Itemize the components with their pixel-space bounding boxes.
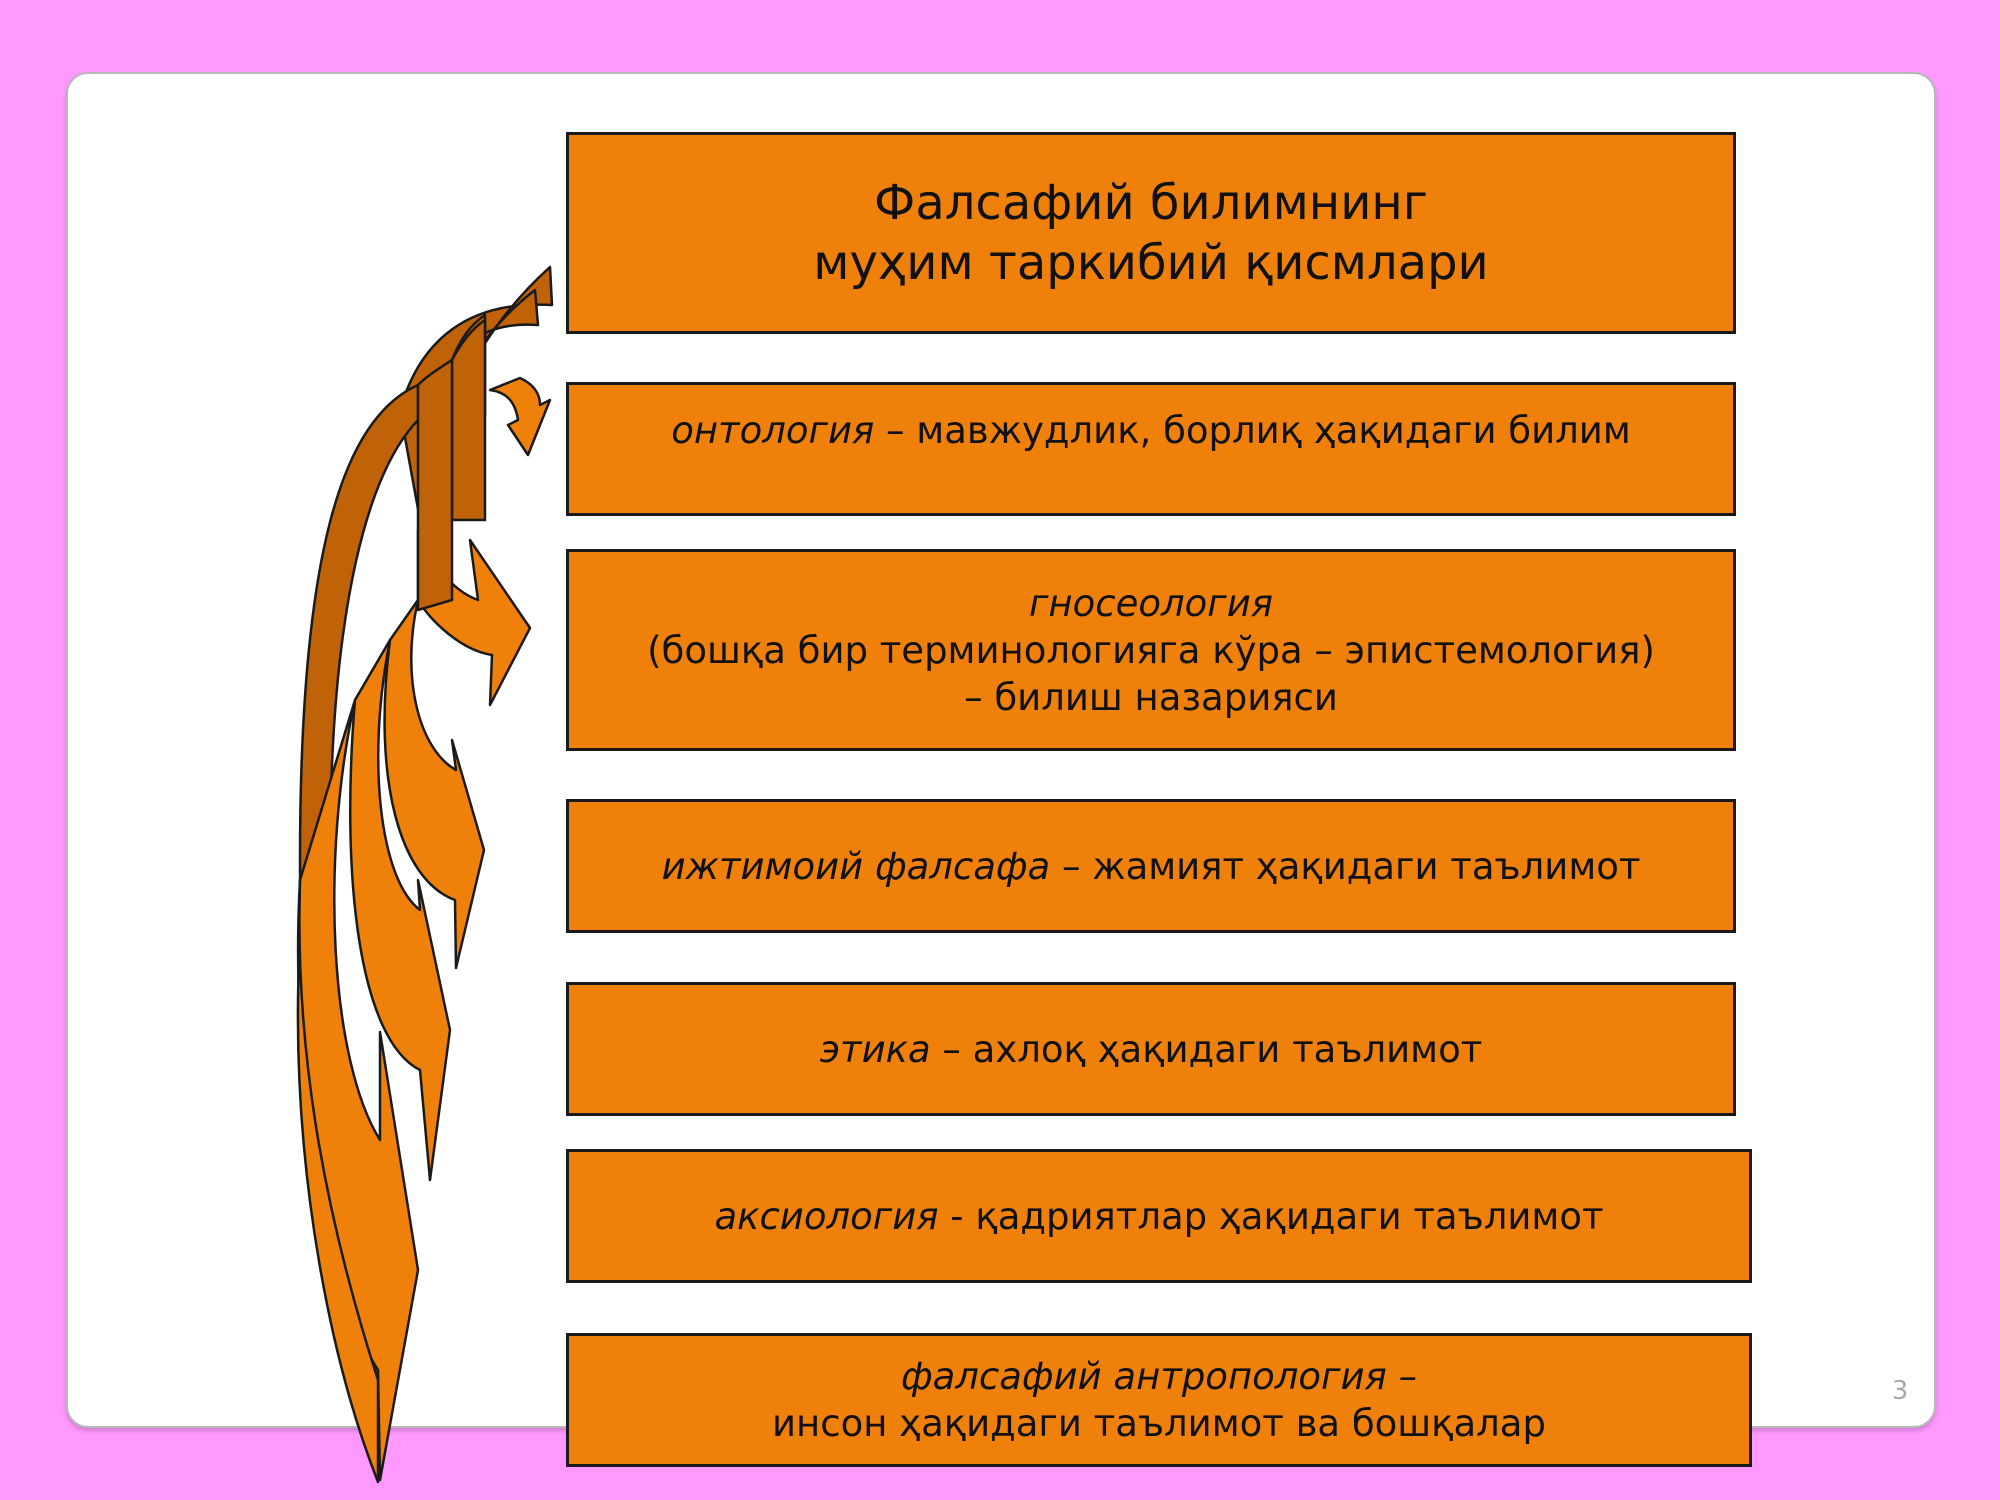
ethics-description: – ахлоқ ҳақидаги таълимот — [930, 1027, 1483, 1071]
arrow-ribbon-front-2 — [418, 360, 452, 610]
ethics-box — [566, 982, 1736, 1116]
arrow-to-ontology — [490, 378, 550, 455]
gnoseology-term: гносеология — [1028, 581, 1274, 625]
social-philosophy-box — [566, 799, 1736, 933]
gnoseology-box — [566, 549, 1736, 751]
title-line-2: муҳим таркибий қисмлари — [813, 235, 1489, 291]
anthropology-box — [566, 1333, 1752, 1467]
axiology-term: аксиология — [714, 1194, 939, 1238]
arrow-ribbon-front-1 — [452, 320, 485, 520]
axiology-box — [566, 1149, 1752, 1283]
ontology-box — [566, 382, 1736, 516]
ontology-description: – мавжудлик, борлиқ ҳақидаги билим — [874, 409, 1631, 452]
gnoseology-line-3: – билиш назарияси — [964, 675, 1338, 719]
title-line-1: Фалсафий билимнинг — [874, 175, 1428, 231]
anthropology-description: инсон ҳақидаги таълимот ва бошқалар — [772, 1402, 1546, 1445]
social-philosophy-term: ижтимоий фалсафа — [661, 844, 1051, 888]
anthropology-term: фалсафий антропология – — [900, 1355, 1418, 1398]
page-number: 3 — [1891, 1376, 1909, 1406]
social-philosophy-description: – жамият ҳақидаги таълимот — [1050, 844, 1641, 888]
axiology-description: - қадриятлар ҳақидаги таълимот — [938, 1194, 1604, 1238]
gnoseology-line-2: (бошқа бир терминологияга кўра – эпистемология) — [647, 628, 1655, 672]
ethics-term: этика — [819, 1027, 931, 1071]
ontology-term: онтология — [671, 409, 875, 452]
title-box — [566, 132, 1736, 334]
